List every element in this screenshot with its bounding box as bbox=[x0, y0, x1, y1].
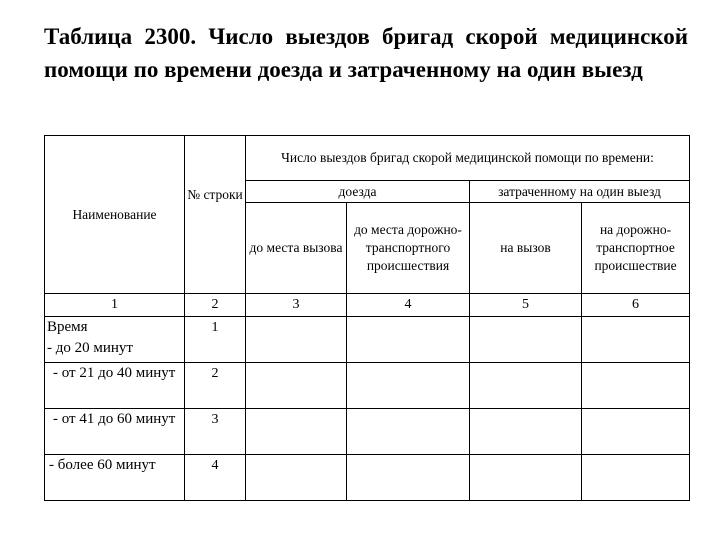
cell bbox=[347, 409, 470, 455]
table-row bbox=[45, 409, 690, 455]
cell bbox=[470, 409, 582, 455]
row-label: - от 21 до 40 минут bbox=[45, 363, 185, 409]
col-number: 2 bbox=[185, 294, 246, 317]
cell bbox=[246, 317, 347, 363]
cell bbox=[246, 455, 347, 501]
cell bbox=[246, 363, 347, 409]
header-col-3: до места вызова bbox=[246, 203, 347, 294]
table-title: Таблица 2300. Число выездов бригад скорой медицинской помощи по времени доезда и затраченному на один выезд bbox=[44, 24, 688, 82]
col-number: 4 bbox=[347, 294, 470, 317]
cell bbox=[470, 363, 582, 409]
cell bbox=[347, 317, 470, 363]
row-number: 1 bbox=[185, 317, 246, 363]
col-number: 6 bbox=[582, 294, 690, 317]
data-table bbox=[44, 135, 690, 501]
row-number: 4 bbox=[185, 455, 246, 501]
header-col-4: до места дорожно-транспортного происшествия bbox=[347, 203, 470, 294]
row-label: - более 60 минут bbox=[45, 455, 185, 501]
cell bbox=[347, 363, 470, 409]
header-arrival: доезда bbox=[246, 181, 470, 203]
row-label-text: - до 20 минут bbox=[47, 340, 133, 356]
col-number: 1 bbox=[45, 294, 185, 317]
cell bbox=[582, 317, 690, 363]
cell bbox=[347, 455, 470, 501]
row-label: - от 41 до 60 минут bbox=[45, 409, 185, 455]
cell bbox=[470, 317, 582, 363]
header-row-number: № строки bbox=[185, 136, 246, 294]
header-col-6: на дорожно-транспортное происшествие bbox=[582, 203, 690, 294]
cell bbox=[582, 363, 690, 409]
cell bbox=[470, 455, 582, 501]
col-number: 5 bbox=[470, 294, 582, 317]
row-number: 3 bbox=[185, 409, 246, 455]
cell bbox=[582, 455, 690, 501]
table-row bbox=[45, 317, 690, 363]
row-label bbox=[45, 317, 185, 363]
table-row bbox=[45, 455, 690, 501]
row-number: 2 bbox=[185, 363, 246, 409]
cell bbox=[582, 409, 690, 455]
header-spent: затраченному на один выезд bbox=[470, 181, 690, 203]
col-number: 3 bbox=[246, 294, 347, 317]
table-row bbox=[45, 363, 690, 409]
row-label-head: Время bbox=[47, 319, 88, 335]
header-group: Число выездов бригад скорой медицинской помощи по времени: bbox=[246, 136, 690, 181]
header-name: Наименование bbox=[45, 136, 185, 294]
header-col-5: на вызов bbox=[470, 203, 582, 294]
cell bbox=[246, 409, 347, 455]
